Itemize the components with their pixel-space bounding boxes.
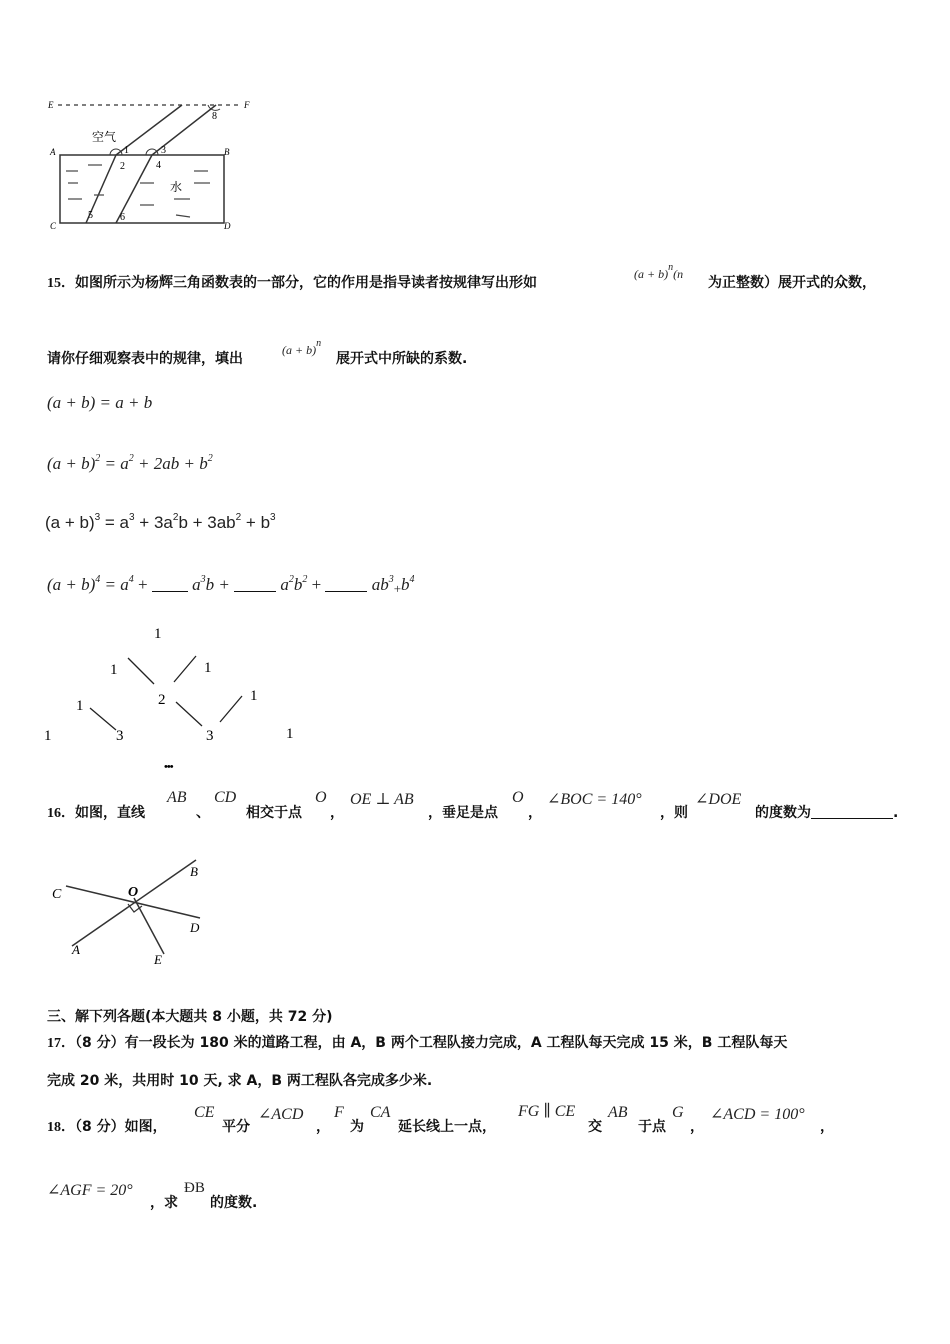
q15-math2-sup: n (316, 338, 322, 349)
q16-m-perp: OE ⊥ AB (350, 791, 414, 808)
q18-m-acd: ∠ACD (258, 1106, 304, 1123)
q16-t8 (755, 802, 898, 822)
q15-math1-sup: n (668, 262, 674, 273)
q17-line1 (47, 1032, 787, 1052)
q17-number: 17． (47, 1036, 75, 1051)
eq3-t3-sup: 2 (235, 512, 242, 523)
eq2-b-sup: 2 (207, 453, 213, 464)
eq4-t4-sup: 3 (388, 574, 394, 585)
q18-number: 18． (47, 1120, 75, 1135)
fig2-label-b: B (190, 864, 198, 879)
q18-m-fgce: FG ∥ CE (518, 1103, 576, 1120)
tri-r4-c3: 3 (206, 728, 214, 744)
q16-t3: 相交于点 (246, 805, 302, 821)
q15-line1 (47, 272, 537, 292)
eq3-t2-sup: 2 (172, 512, 179, 523)
blank-coef-2[interactable] (234, 577, 276, 592)
eq2-lhs-sup: 2 (95, 453, 101, 464)
q18-m-agf: ∠AGF = 20° (47, 1182, 133, 1199)
q16-m-cd: CD (214, 789, 237, 806)
blank-coef-3[interactable] (325, 577, 367, 592)
equation-2 (47, 453, 213, 474)
tri-line-2 (174, 656, 196, 682)
q18-t11: 的度数. (210, 1195, 258, 1211)
q16-m-o: O (315, 789, 327, 806)
q18-m-ab: AB (608, 1104, 628, 1121)
eq4-t3c: + (307, 575, 322, 594)
fig2-label-a: A (72, 942, 80, 957)
label-e: E (48, 100, 54, 110)
eq4-t1: = a (104, 575, 129, 594)
eq4-t4: ab (371, 575, 389, 594)
q16-t5: ，垂足是点 (428, 805, 498, 821)
angle-3: 3 (161, 145, 166, 156)
eq4-t5-sup: 4 (409, 574, 415, 585)
equation-4 (47, 574, 415, 597)
fig2-label-c: C (52, 887, 62, 902)
q15-math1 (634, 262, 683, 282)
q15-math1-tail: (n (673, 267, 684, 281)
eq4-plus: + (133, 575, 148, 594)
q17-line2: 完成 20 米，共用时 10 天, 求 A，B 两工程队各完成多少米. (47, 1073, 433, 1089)
q18-m-ce: CE (194, 1104, 215, 1121)
q15-line2-tail: 展开式中所缺的系数. (336, 351, 468, 367)
label-water: 水 (170, 180, 183, 194)
q16-m-o2: O (512, 789, 524, 806)
label-d: D (224, 221, 231, 231)
q15-math1-base: (a + b) (634, 267, 669, 281)
q18-t1: （8 分）如图， (75, 1119, 167, 1135)
eq4-t1-sup: 4 (128, 574, 134, 585)
q18-t8: ， (690, 1119, 704, 1135)
eq2-b: + 2ab + b (133, 454, 208, 473)
q18-line1 (47, 1116, 167, 1136)
label-air: 空气 (92, 130, 117, 144)
eq2-a: = a (104, 454, 129, 473)
label-f: F (244, 100, 250, 110)
q15-text1: 如图所示为杨辉三角函数表的一部分，它的作用是指导读者按规律写出形如 (75, 275, 537, 291)
q15-line2: 请你仔细观察表中的规律，填出 (47, 351, 243, 367)
q18-m-f: F (334, 1104, 344, 1121)
eq4-lhs: (a + b) (47, 575, 96, 594)
tri-r1-c1: 1 (154, 626, 162, 642)
equation-1: (a + b) = a + b (47, 393, 153, 412)
eq3-t3: b + 3ab (178, 513, 236, 532)
water-tank (60, 155, 224, 223)
eq4-t3: a (280, 575, 289, 594)
q18-t3: ， (316, 1119, 330, 1135)
angle-5: 5 (88, 210, 93, 221)
section-3-title: 三、解下列各题(本大题共 8 小题，共 72 分) (47, 1009, 333, 1025)
q16-number: 16． (47, 806, 75, 821)
q18-m-b: ÐB (184, 1180, 205, 1196)
q16-line (47, 802, 145, 822)
eq4-t2b: b + (205, 575, 230, 594)
eq4-t5: b (401, 575, 410, 594)
fig2-label-o: O (128, 885, 139, 900)
q16-t4: ， (330, 805, 344, 821)
eq3-t1-sup: 3 (129, 512, 135, 523)
q18-t2: 平分 (222, 1119, 250, 1135)
tri-r2-c1: 1 (110, 662, 118, 678)
tri-line-1 (128, 658, 154, 684)
fig2-label-d: D (190, 920, 200, 935)
eq3-lhs-sup: 3 (94, 512, 101, 523)
q18-t10: ，求 (150, 1195, 178, 1211)
q15-line1-tail: 为正整数）展开式的众数， (708, 275, 876, 291)
tri-r3-c2: 2 (158, 692, 166, 708)
q15-math2-base: (a + b) (282, 343, 317, 357)
tri-r4-c2: 3 (116, 728, 124, 744)
tri-line-5 (220, 696, 242, 722)
label-a: A (50, 147, 56, 157)
tri-line-4 (176, 702, 202, 726)
angle-2: 2 (120, 161, 125, 172)
eq3-t4-sup: 3 (270, 512, 276, 523)
tri-r4-c4: 1 (286, 726, 294, 742)
q18-t5: 延长线上一点， (398, 1119, 496, 1135)
q16-m-ab: AB (167, 789, 187, 806)
yanghui-triangle (36, 620, 316, 780)
q18-t4: 为 (350, 1119, 364, 1135)
tri-r2-c2: 1 (204, 660, 212, 676)
q18-m-acd100: ∠ACD = 100° (710, 1106, 805, 1123)
equation-3 (45, 512, 276, 533)
tri-ellipsis: ••• (164, 761, 173, 773)
q17-text1: （8 分）有一段长为 180 米的道路工程，由 A，B 两个工程队接力完成，A 工程队每天完成 15 米，B 工程队每天 (75, 1035, 788, 1051)
eq3-t1: = a (104, 513, 130, 532)
q16-answer-blank[interactable] (811, 804, 893, 819)
label-b: B (224, 147, 230, 157)
eq3-t2: + 3a (134, 513, 173, 532)
eq4-t3b: b (293, 575, 303, 594)
q16-t7: ，则 (660, 805, 688, 821)
blank-coef-1[interactable] (152, 577, 188, 592)
q18-t6: 交 (588, 1119, 602, 1135)
q16-m-boc: ∠BOC = 140° (547, 791, 642, 808)
q16-t6: ， (528, 805, 542, 821)
q18-m-ca: CA (370, 1104, 391, 1121)
eq4-t3-sup: 2 (288, 574, 294, 585)
q16-m-doe: ∠DOE (695, 791, 742, 808)
q18-t9: ， (820, 1119, 834, 1135)
eq3-t4: + b (241, 513, 271, 532)
q15-number: 15． (47, 276, 75, 291)
eq4-lhs-sup: 4 (95, 574, 101, 585)
q18-t7: 于点 (638, 1119, 666, 1135)
eq4-t2: a (192, 575, 201, 594)
angle-6: 6 (120, 212, 125, 223)
eq2-lhs: (a + b) (47, 454, 96, 473)
eq2-a-sup: 2 (128, 453, 134, 464)
eq3-lhs: (a + b) (45, 513, 95, 532)
q16-t1: 如图，直线 (75, 805, 145, 821)
angle-8: 8 (212, 111, 217, 122)
q16-t8-text: 的度数为 (755, 805, 811, 821)
angle-4: 4 (156, 160, 161, 171)
lines-figure (46, 852, 216, 970)
tri-r3-c1: 1 (76, 698, 84, 714)
label-c: C (50, 221, 57, 231)
eq4-t2-sup: 3 (200, 574, 206, 585)
refraction-figure (44, 95, 264, 235)
angle-1: 1 (124, 145, 129, 156)
tri-line-3 (90, 708, 116, 730)
q15-math2 (282, 338, 321, 358)
q16-t2: 、 (196, 805, 210, 821)
fig2-label-e: E (154, 952, 162, 967)
eq4-t4b: + (393, 581, 402, 596)
q18-m-g: G (672, 1104, 684, 1121)
tri-r4-c1: 1 (44, 728, 52, 744)
tri-r3-c3: 1 (250, 688, 258, 704)
q16-t9: . (893, 805, 899, 821)
eq4-t3b-sup: 2 (302, 574, 308, 585)
